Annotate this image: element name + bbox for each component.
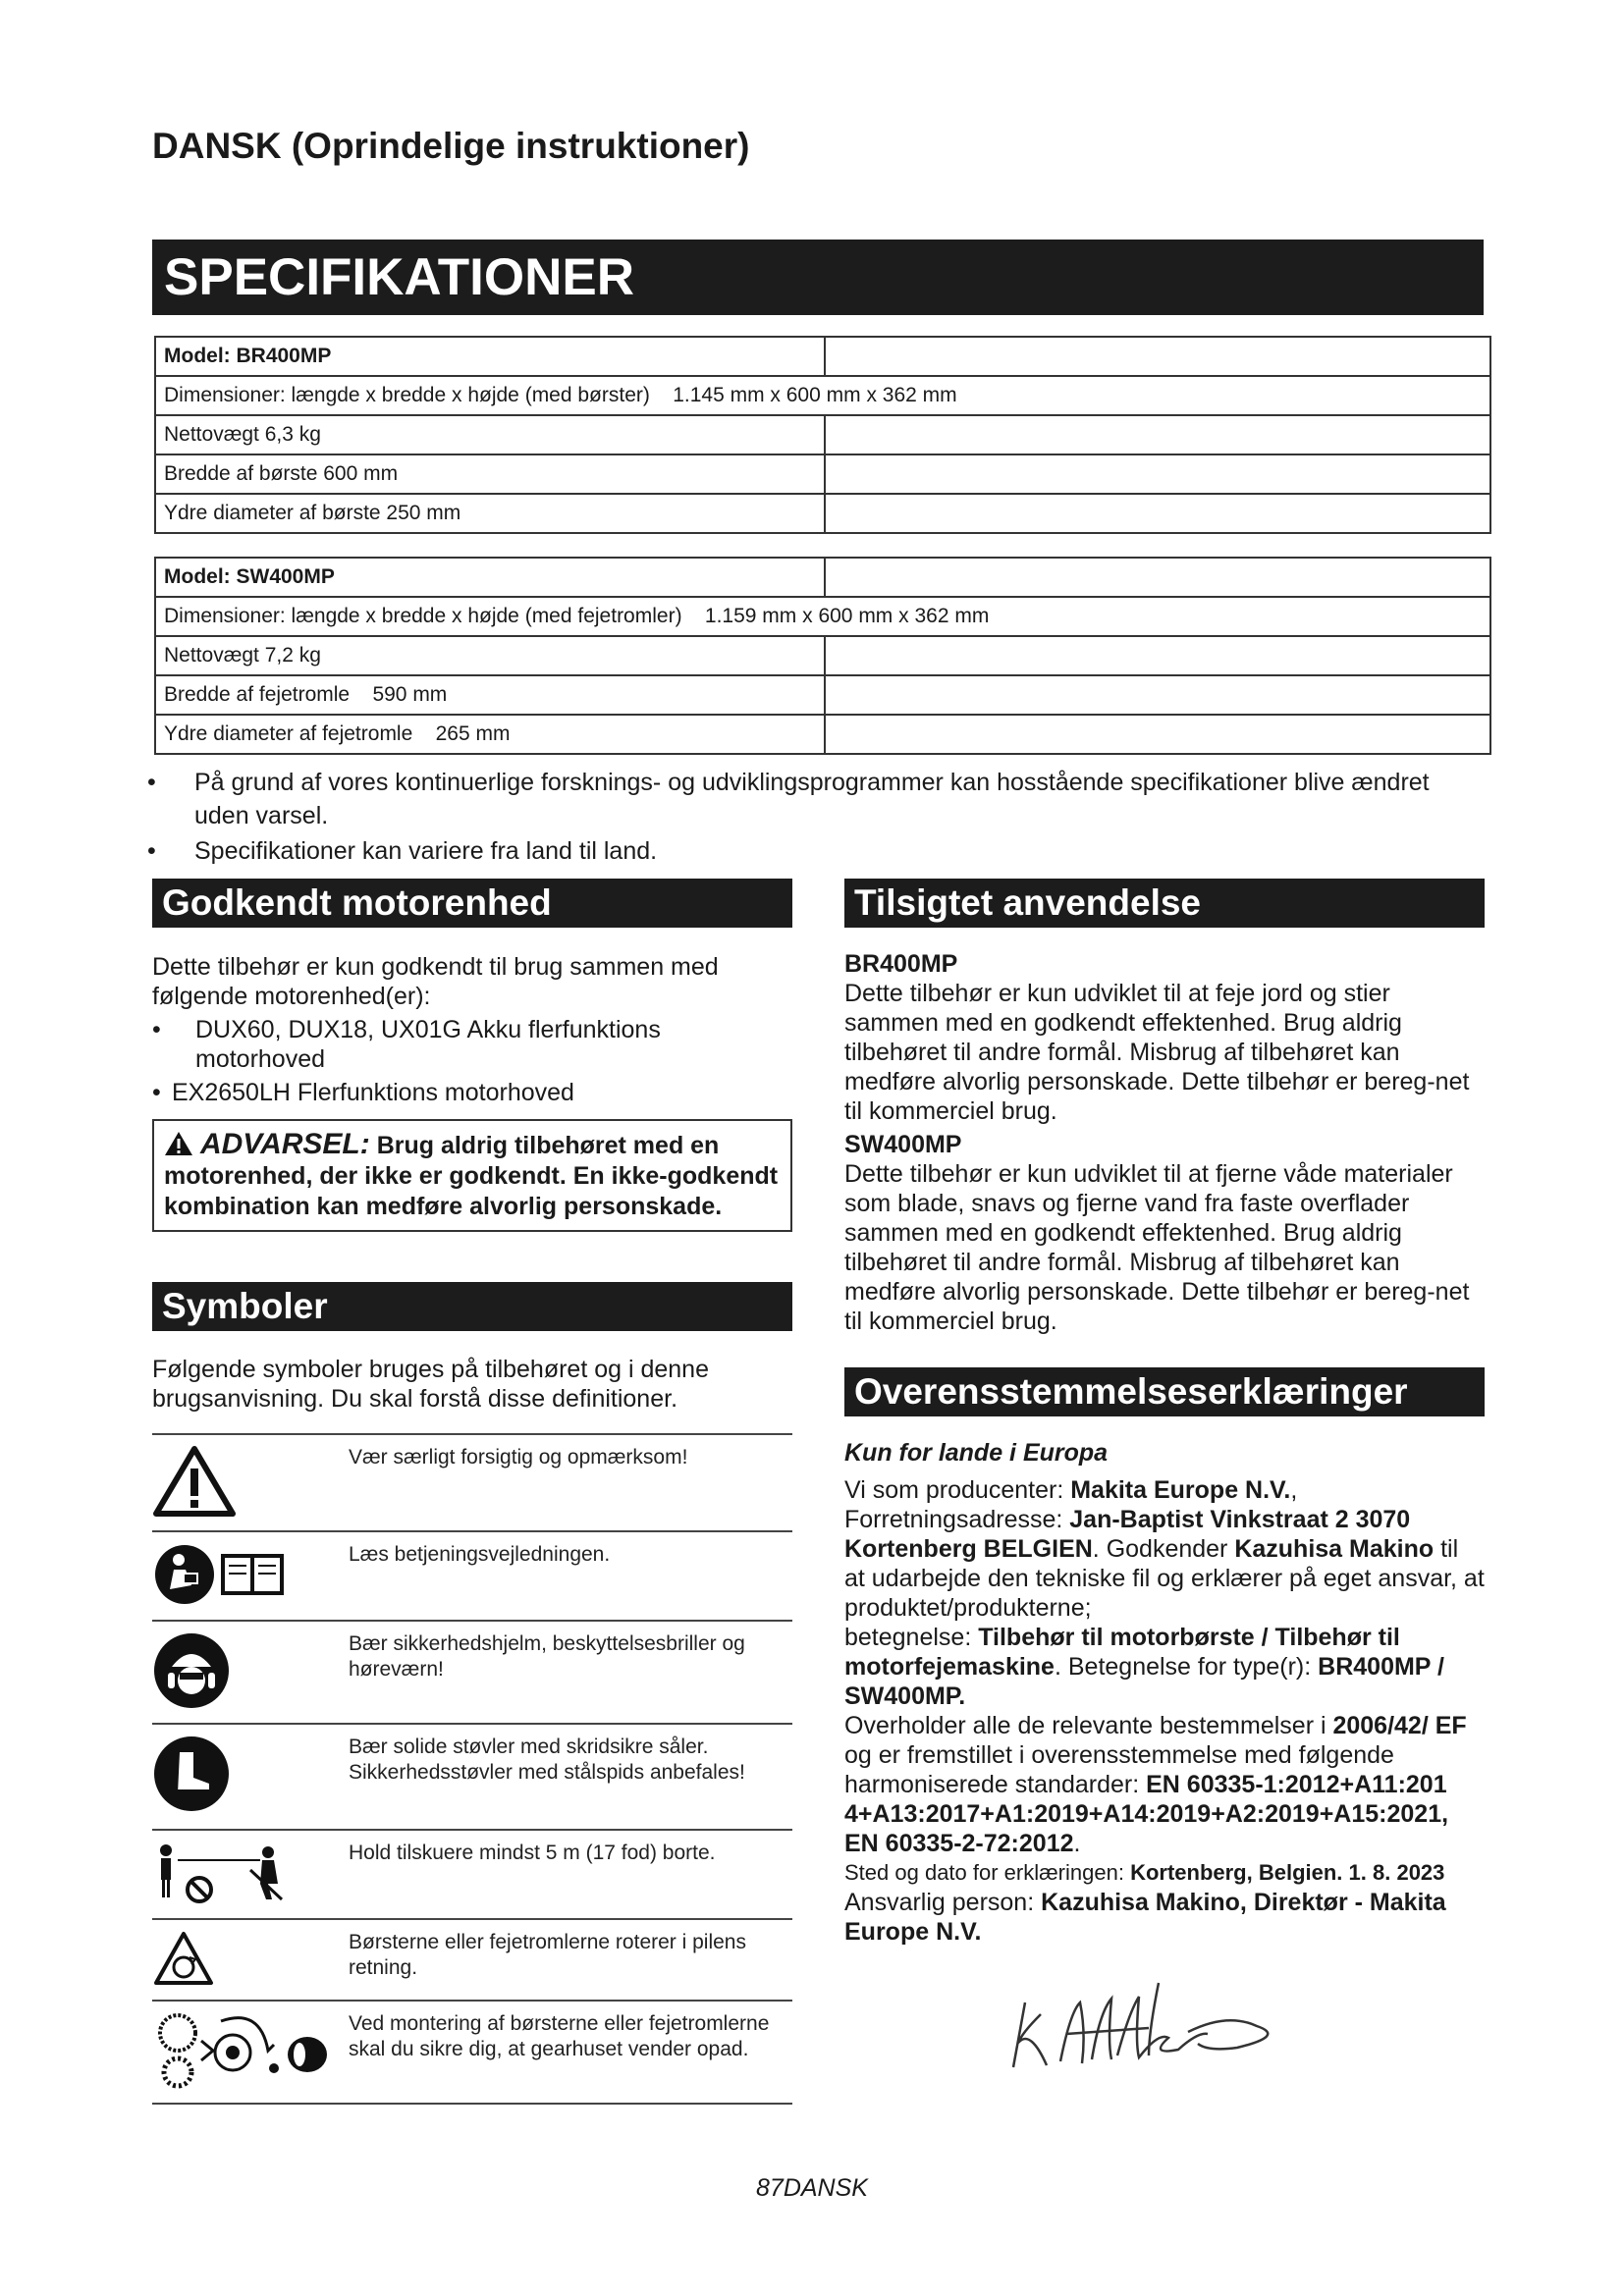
motor-unit-item: • EX2650LH Flerfunktions motorhoved <box>152 1078 792 1107</box>
warning-icon <box>164 1132 200 1159</box>
intended-use-model-br: BR400MP <box>844 950 958 978</box>
motor-unit-heading: Godkendt motorenhed <box>152 879 792 928</box>
symbol-row <box>152 2001 792 2104</box>
declaration-text: , Forretningsadresse: <box>844 1476 1298 1533</box>
place-date: Kortenberg, Belgien. 1. 8. 2023 <box>1130 1860 1445 1885</box>
manufacturer-address: Jan-Baptist Vinkstraat 2 3070 Kortenberg BELGIEN <box>844 1506 1411 1563</box>
symbol-text: Ved montering af børsterne eller fejetromlerne skal du sikre dig, at gearhuset vender opad. <box>349 2001 792 2104</box>
intended-use-model-sw: SW400MP <box>844 1131 962 1158</box>
spec-cell-drum-width: Bredde af fejetromle 590 mm <box>155 675 825 715</box>
symbols-heading: Symboler <box>152 1282 792 1331</box>
spec-cell-dimensions: Dimensioner: længde x bredde x højde (med fejetromler) 1.159 mm x 600 mm x 362 mm <box>155 597 1490 636</box>
symbol-row <box>152 1531 792 1621</box>
intended-use-section <box>844 879 1485 1336</box>
declaration-section <box>844 1367 1485 1947</box>
symbols-table <box>152 1433 792 2105</box>
warning-box <box>152 1119 792 1232</box>
intended-use-text-br: Dette tilbehør er kun udviklet til at feje jord og stier sammen med en godkendt effektenhed. Brug aldrig tilbehøret til andre formål. Misbrug af tilbehøret kan medføre alvorlig personskade. Dette tilbehør er bereg-net til kommerciel brug. <box>844 980 1470 1125</box>
read-manual-icon <box>152 1589 290 1612</box>
motor-unit-intro: Dette tilbehør er kun godkendt til brug sammen med følgende motorenhed(er): <box>152 953 719 1010</box>
spec-cell-brush-diameter: Ydre diameter af børste 250 mm <box>155 494 825 533</box>
spec-cell-model: Model: BR400MP <box>155 337 825 376</box>
intended-use-text-sw: Dette tilbehør er kun udviklet til at fjerne våde materialer som blade, snavs og fjerne vand fra faste overflader sammen med en godkendt effektenhed. Brug aldrig tilbehøret til andre formål. Misbrug af tilbehøret kan medføre alvorlig personskade. Dette tilbehør er bereg-net til kommerciel brug. <box>844 1160 1470 1335</box>
declaration-text: . <box>1073 1830 1081 1857</box>
directive: 2006/42/ EF <box>1332 1712 1467 1739</box>
spec-table-sw400mp <box>154 557 1491 755</box>
declaration-subtitle: Kun for lande i Europa <box>844 1439 1109 1467</box>
declaration-text: . Godkender <box>1092 1535 1235 1563</box>
warning-label: ADVARSEL: <box>199 1128 370 1160</box>
symbol-row <box>152 1724 792 1830</box>
rotation-warning-icon <box>152 1969 215 1992</box>
spec-cell-weight: Nettovægt 6,3 kg <box>155 415 825 454</box>
declaration-heading: Overensstemmelseserklæringer <box>844 1367 1485 1416</box>
specifications-heading: SPECIFIKATIONER <box>152 240 1484 315</box>
declaration-text: betegnelse: <box>844 1624 979 1651</box>
spec-cell-brush-width: Bredde af børste 600 mm <box>155 454 825 494</box>
declaration-text: . Betegnelse for type(r): <box>1054 1653 1319 1681</box>
spec-cell-weight: Nettovægt 7,2 kg <box>155 636 825 675</box>
declaration-text: Overholder alle de relevante bestemmelser i <box>844 1712 1333 1739</box>
responsible-person: Kazuhisa Makino, Direktør - Makita Europe N.V. <box>844 1889 1446 1946</box>
product-designation: Tilbehør til motorbørste / Tilbehør til motorfejemaskine <box>844 1624 1400 1681</box>
declaration-text: Vi som producenter: <box>844 1476 1071 1504</box>
motor-unit-section <box>152 879 792 1232</box>
declaration-text: og er fremstillet i overensstemmelse med følgende harmoniserede standarder: <box>844 1741 1394 1798</box>
declaration-text: til at udarbejde den tekniske fil og erklærer på eget ansvar, at produktet/produkterne; <box>844 1535 1485 1622</box>
page-number: 87DANSK <box>756 2174 868 2202</box>
symbol-text: Vær særligt forsigtig og opmærksom! <box>349 1434 792 1531</box>
protective-gear-icon <box>152 1692 231 1715</box>
declaration-paragraph <box>844 1711 1485 1858</box>
product-types: BR400MP / SW400MP. <box>844 1653 1444 1710</box>
safety-boots-icon <box>152 1795 231 1818</box>
declaration-text: Ansvarlig person: <box>844 1889 1042 1916</box>
declaration-paragraph <box>844 1475 1485 1623</box>
symbol-text: Bær sikkerhedshjelm, beskyttelsesbriller og høreværn! <box>349 1621 792 1724</box>
spec-table-br400mp <box>154 336 1491 534</box>
warning-text: Brug aldrig tilbehøret med en motorenhed, der ikke er godkendt. En ikke-godkendt kombination kan medføre alvorlig personskade. <box>164 1132 779 1220</box>
declaration-paragraph <box>844 1858 1485 1888</box>
spec-cell-dimensions: Dimensioner: længde x bredde x højde (med børster) 1.145 mm x 600 mm x 362 mm <box>155 376 1490 415</box>
motor-unit-item: • DUX60, DUX18, UX01G Akku flerfunktions motorhoved <box>152 1015 792 1074</box>
symbol-text: Børsterne eller fejetromlerne roterer i pilens retning. <box>349 1919 792 2001</box>
gearhouse-up-icon <box>152 2072 329 2095</box>
symbols-intro: Følgende symboler bruges på tilbehøret og i denne brugsanvisning. Du skal forstå disse definitioner. <box>152 1356 709 1413</box>
spec-cell-drum-diameter: Ydre diameter af fejetromle 265 mm <box>155 715 825 754</box>
symbols-section <box>152 1282 792 1414</box>
spec-notes <box>147 766 1483 868</box>
symbol-row <box>152 1621 792 1724</box>
intended-use-heading: Tilsigtet anvendelse <box>844 879 1485 928</box>
symbol-row <box>152 1434 792 1531</box>
declaration-paragraph <box>844 1888 1485 1947</box>
manufacturer-name: Makita Europe N.V. <box>1070 1476 1291 1504</box>
symbol-text: Bær solide støvler med skridsikre såler. Sikkerhedsstøvler med stålspids anbefales! <box>349 1724 792 1830</box>
standards: EN 60335-1:2012+A11:201 4+A13:2017+A1:2019+A14:2019+A2:2019+A15:2021, EN 60335-2-72:2012 <box>844 1771 1449 1857</box>
symbol-row <box>152 1830 792 1919</box>
spec-note: • På grund af vores kontinuerlige forsknings- og udviklingsprogrammer kan hosstående specifikationer blive ændret uden varsel. <box>147 766 1483 832</box>
warning-triangle-icon <box>152 1500 237 1522</box>
page-language-title: DANSK (Oprindelige instruktioner) <box>152 126 750 166</box>
symbol-text: Hold tilskuere mindst 5 m (17 fod) borte. <box>349 1830 792 1919</box>
spec-cell-model: Model: SW400MP <box>155 558 825 597</box>
signature <box>1001 1973 1316 2086</box>
symbol-row <box>152 1919 792 2001</box>
spec-note: • Specifikationer kan variere fra land til land. <box>147 834 1483 868</box>
symbol-text: Læs betjeningsvejledningen. <box>349 1531 792 1621</box>
authorized-person: Kazuhisa Makino <box>1234 1535 1435 1563</box>
declaration-text: Sted og dato for erklæringen: <box>844 1860 1131 1885</box>
declaration-paragraph <box>844 1623 1485 1711</box>
keep-distance-icon <box>152 1888 290 1910</box>
